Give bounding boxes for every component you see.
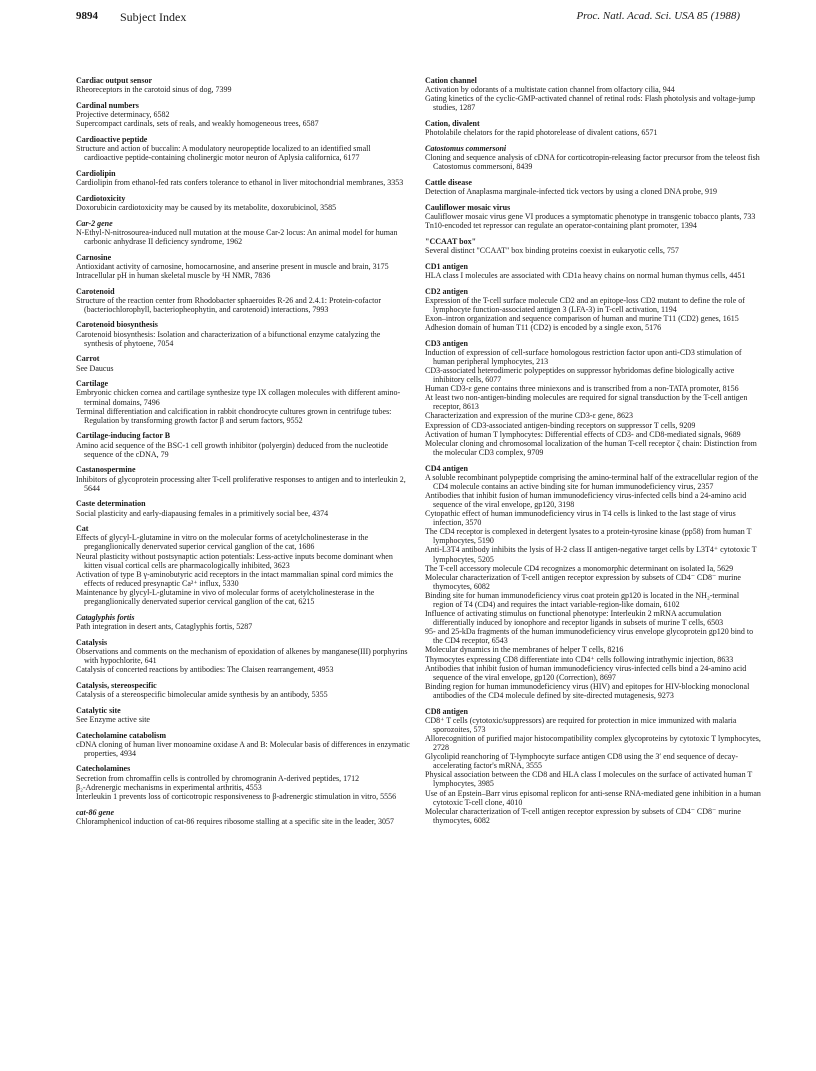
index-heading: CD8 antigen xyxy=(425,706,468,716)
index-item: Structure of the reaction center from Rhodobacter sphaeroides R-26 and 2.4.1: Protein-cofactor (bacteriochlorophyll, bacteriopheophytin, and carotenoid) interactions, 7993 xyxy=(76,295,382,314)
index-item: Cytopathic effect of human immunodeficiency virus in T4 cells is linked to the last stage of virus infection, 3570 xyxy=(425,509,736,528)
index-item: Catalysis of a stereospecific bimolecular amide synthesis by an antibody, 5355 xyxy=(76,689,328,699)
index-heading: Catalysis xyxy=(76,637,108,647)
index-item: Path integration in desert ants, Cataglyphis fortis, 5287 xyxy=(76,621,253,631)
index-heading: Catostomus commersoni xyxy=(425,143,507,153)
index-heading: Cartilage xyxy=(76,379,108,389)
index-entry xyxy=(425,707,761,825)
index-heading: "CCAAT box" xyxy=(425,236,477,246)
index-heading: Cataglyphis fortis xyxy=(76,612,135,622)
index-item: Molecular dynamics in the membranes of helper T cells, 8216 xyxy=(425,645,624,655)
index-item: Structure and action of buccalin: A modulatory neuropeptide localized to an identified small cardioactive peptide-containing cholinergic motor neuron of Aplysia californica, 6177 xyxy=(76,143,371,163)
index-item: Maintenance by glycyl-L-glutamine in vivo of molecular forms of acetylcholinesterase in the preganglionically denervated superior cervical ganglion of the cat, 6215 xyxy=(76,587,375,607)
index-entry xyxy=(76,613,410,631)
index-item: Gating kinetics of the cyclic-GMP-activated channel of retinal rods: Flash photolysis and voltage-jump studies, 1287 xyxy=(425,94,756,113)
index-heading: cat-86 gene xyxy=(76,807,114,817)
index-item: Anti-L3T4 antibody inhibits the lysis of H-2 class II antigen-negative target cells by L3T4⁺ cytotoxic T lymphocytes, 5205 xyxy=(425,545,757,564)
index-item: The T-cell accessory molecule CD4 recognizes a monomorphic determinant on isolated Ia, 5629 xyxy=(425,563,734,573)
index-heading: Catalysis, stereospecific xyxy=(76,680,157,690)
index-heading: Catecholamines xyxy=(76,764,131,774)
index-item: Expression of CD3-associated antigen-binding receptors on suppressor T cells, 9209 xyxy=(425,420,696,430)
index-item: Effects of glycyl-L-glutamine in vitro on the molecular forms of acetylcholinesterase in the preganglionically denervated superior cervical ganglion of the cat, 1686 xyxy=(76,533,369,552)
index-heading: Catecholamine catabolism xyxy=(76,730,166,740)
index-item: Interleukin 1 prevents loss of corticotropic responsiveness to β-adrenergic stimulation in vitro, 5556 xyxy=(76,791,397,801)
index-item: Catalysis of concerted reactions by antibodies: The Claisen rearrangement, 4953 xyxy=(76,664,334,674)
index-item: Molecular cloning and chromosomal localization of the human T-cell receptor ζ chain: Distinction from the molecular CD3 complex, 9709 xyxy=(425,438,757,457)
index-entry xyxy=(76,76,410,94)
index-entry xyxy=(76,808,410,826)
index-entry xyxy=(425,144,761,171)
index-item: Antioxidant activity of carnosine, homocarnosine, and anserine present in muscle and brain, 3175 xyxy=(76,261,389,271)
index-entry xyxy=(76,219,410,246)
index-entry xyxy=(425,262,761,280)
index-item: Antibodies that inhibit fusion of human immunodeficiency virus-infected cells bind a 24-amino acid sequence of the viral envelope, gp120 (Correction), 8697 xyxy=(425,663,747,682)
index-entry xyxy=(425,237,761,255)
index-item: Embryonic chicken cornea and cartilage synthesize type IX collagen molecules with different amino-terminal domains, 7496 xyxy=(76,388,401,407)
index-heading: Cauliflower mosaic virus xyxy=(425,202,511,212)
index-entry xyxy=(76,524,410,606)
index-heading: Catalytic site xyxy=(76,705,121,715)
index-item: Supercompact cardinals, sets of reals, and weakly homogeneous trees, 6587 xyxy=(76,119,319,129)
index-item: Terminal differentiation and calcification in rabbit chondrocyte cultures grown in centrifuge tubes: Regulation by transforming growth factor β and serum factors, 9552 xyxy=(76,406,392,425)
index-item: Detection of Anaplasma marginale-infected tick vectors by using a cloned DNA probe, 919 xyxy=(425,187,717,196)
index-heading: Car-2 gene xyxy=(76,218,113,228)
index-item: Social plasticity and early-diapausing females in a primitively social bee, 4374 xyxy=(76,508,329,518)
index-item: Influence of activating stimulus on functional phenotype: Interleukin 2 mRNA accumulation differentially induced by ionophore and receptor ligands in subsets of murine T cells, 6503 xyxy=(425,609,724,628)
index-item: HLA class I molecules are associated with CD1a heavy chains on normal human thymus cells, 4451 xyxy=(425,270,746,280)
index-entry xyxy=(425,464,761,700)
index-entry xyxy=(76,194,410,212)
index-item: β₂-Adrenergic mechanisms in experimental arthritis, 4553 xyxy=(76,782,262,792)
index-item: Binding site for human immunodeficiency virus coat protein gp120 is located in the NH₂-terminal region of T4 (CD4) and requires the intact variable-region-like domain, 6102 xyxy=(425,590,740,609)
index-item: Rheoreceptors in the carotoid sinus of dog, 7399 xyxy=(76,85,232,95)
index-entry xyxy=(76,320,410,347)
index-item: 95- and 25-kDa fragments of the human immunodeficiency virus envelope glycoprotein gp120 bind to the CD4 receptor, 6543 xyxy=(425,627,754,646)
index-heading: Carotenoid xyxy=(76,286,115,296)
index-entry xyxy=(76,135,410,162)
index-entry xyxy=(76,499,410,517)
page-header xyxy=(76,10,740,26)
index-item: Use of an Epstein–Barr virus episomal replicon for anti-sense RNA-mediated gene inhibition in a human cytotoxic T-cell clone, 4010 xyxy=(425,788,761,807)
index-item: Cardiolipin from ethanol-fed rats confers tolerance to ethanol in liver mitochondrial membranes, 3353 xyxy=(76,177,404,187)
index-item: Antibodies that inhibit fusion of human immunodeficiency virus-infected cells bind a 24-amino acid sequence of the viral envelope, gp120, 3198 xyxy=(425,490,747,509)
index-item: Expression of the T-cell surface molecule CD2 and an epitope-loss CD2 mutant to define the role of lymphocyte function-associated antigen 3 (LFA-3) in T-cell activation, 1194 xyxy=(425,295,745,314)
index-heading: Castanospermine xyxy=(76,465,136,475)
index-item: Tn10-encoded tet repressor can regulate an operator-containing plant promoter, 1394 xyxy=(425,220,697,230)
index-entry xyxy=(425,178,761,196)
index-item: Characterization and expression of the murine CD3-ε gene, 8623 xyxy=(425,411,633,421)
index-item: Several distinct "CCAAT" box binding proteins coexist in eukaryotic cells, 757 xyxy=(425,245,679,255)
index-entry xyxy=(76,101,410,128)
index-entry xyxy=(76,431,410,458)
index-item: Observations and comments on the mechanism of epoxidation of alkenes by manganese(III) porphyrins with hypochlorite, 641 xyxy=(76,646,408,665)
index-heading: Caste determination xyxy=(76,499,146,509)
index-item: Amino acid sequence of the BSC-1 cell growth inhibitor (polyergin) deduced from the nucleotide sequence of the cDNA, 79 xyxy=(76,440,388,459)
index-heading: Carotenoid biosynthesis xyxy=(76,320,158,330)
index-heading: CD4 antigen xyxy=(425,463,468,473)
index-item: Cauliflower mosaic virus gene VI produces a symptomatic phenotype in transgenic tobacco plants, 733 xyxy=(425,211,756,221)
index-entry xyxy=(76,706,410,724)
index-item: Molecular characterization of T-cell antigen receptor expression by subsets of CD4⁻ CD8⁻ murine thymocytes, 6082 xyxy=(425,806,741,825)
section-title: Subject Index xyxy=(120,10,187,24)
index-item: Carotenoid biosynthesis: Isolation and characterization of a bifunctional enzyme catalyzing the synthesis of phytoene, 7054 xyxy=(76,329,381,348)
index-item: The CD4 receptor is complexed in detergent lysates to a protein-tyrosine kinase (pp58) from human T lymphocytes, 5190 xyxy=(425,527,752,546)
index-item: Binding region for human immunodeficiency virus (HIV) and epitopes for HIV-blocking monoclonal antibodies of the CD4 molecule defined by site-directed mutagenesis, 9273 xyxy=(425,681,750,700)
index-item: N-Ethyl-N-nitrosourea-induced null mutation at the mouse Car-2 locus: An animal model for human carbonic anhydrase II deficiency syndrome, 1962 xyxy=(76,227,398,246)
index-item: Exon–intron organization and sequence comparison of human and murine T11 (CD2) genes, 1615 xyxy=(425,313,739,323)
index-entry xyxy=(76,379,410,424)
index-item: See Daucus xyxy=(76,363,114,373)
index-item: Projective determinacy, 6582 xyxy=(76,109,170,119)
index-entry xyxy=(76,287,410,314)
index-item: Molecular characterization of T-cell antigen receptor expression by subsets of CD4⁻ CD8⁻ murine thymocytes, 6082 xyxy=(425,572,741,591)
index-heading: CD3 antigen xyxy=(425,338,468,348)
index-entry xyxy=(425,119,761,137)
index-item: Human CD3-ε gene contains three miniexons and is transcribed from a non-TATA promoter, 8156 xyxy=(425,384,739,394)
index-heading: Carnosine xyxy=(76,252,112,262)
index-item: Physical association between the CD8 and HLA class I molecules on the surface of activated human T lymphocytes, 3985 xyxy=(425,770,753,789)
index-heading: Cation channel xyxy=(425,76,477,85)
index-item: Neural plasticity without postsynaptic action potentials: Less-active inputs become dominant when kitten visual cortical cells are pharmacologically inhibited, 3623 xyxy=(76,551,393,570)
index-heading: Carrot xyxy=(76,354,100,364)
index-heading: CD1 antigen xyxy=(425,261,468,271)
index-heading: CD2 antigen xyxy=(425,286,468,296)
index-entry xyxy=(76,681,410,699)
index-item: Inhibitors of glycoprotein processing alter T-cell proliferative responses to antigen and to interleukin 2, 5644 xyxy=(76,474,406,493)
index-entry xyxy=(76,731,410,758)
index-entry xyxy=(425,287,761,332)
index-heading: Cardiolipin xyxy=(76,168,116,178)
index-item: cDNA cloning of human liver monoamine oxidase A and B: Molecular basis of differences in enzymatic properties, 4934 xyxy=(76,739,410,758)
index-item: CD8⁺ T cells (cytotoxic/suppressors) are required for protection in mice immunized with malaria sporozoites, 573 xyxy=(425,715,737,734)
index-entry xyxy=(76,253,410,280)
index-heading: Cardioactive peptide xyxy=(76,134,148,144)
index-entry xyxy=(76,465,410,492)
index-heading: Cardinal numbers xyxy=(76,100,139,110)
index-item: Secretion from chromaffin cells is controlled by chromogranin A-derived peptides, 1712 xyxy=(76,773,360,783)
index-item: CD3-associated heterodimeric polypeptides on suppressor hybridomas define biologically active inhibitory cells, 6077 xyxy=(425,365,735,385)
left-column xyxy=(76,76,410,1061)
index-item: Doxorubicin cardiotoxicity may be caused by its metabolite, doxorubicinol, 3585 xyxy=(76,202,337,212)
index-item: Induction of expression of cell-surface homologous restriction factor upon anti-CD3 stimulation of human peripheral lymphocytes, 213 xyxy=(425,347,742,366)
index-item: A soluble recombinant polypeptide comprising the amino-terminal half of the extracellular region of the CD4 molecule contains an active binding site for human immunodeficiency virus, 2357 xyxy=(425,472,759,491)
index-item: Chloramphenicol induction of cat-86 requires ribosome stalling at a specific site in the leader, 3057 xyxy=(76,816,395,826)
index-item: Activation of human T lymphocytes: Differential effects of CD3- and CD8-mediated signals, 9689 xyxy=(425,429,741,439)
right-column xyxy=(425,76,761,1061)
index-item: Cloning and sequence analysis of cDNA for corticotropin-releasing factor precursor from the teleost fish Catostomus commersoni, 8439 xyxy=(425,153,760,172)
index-entry xyxy=(76,354,410,372)
index-entry xyxy=(76,169,410,187)
index-item: Glycolipid reanchoring of T-lymphocyte surface antigen CD8 using the 3′ end sequence of decay-accelerating factor's mRNA, 3555 xyxy=(425,752,738,771)
index-entry xyxy=(425,203,761,230)
index-item: Intracellular pH in human skeletal muscle by ¹H NMR, 7836 xyxy=(76,270,271,280)
page-number: 9894 xyxy=(76,10,98,22)
index-entry xyxy=(76,764,410,800)
index-heading: Cation, divalent xyxy=(425,119,480,129)
index-item: Activation by odorants of a multistate cation channel from olfactory cilia, 944 xyxy=(425,85,675,95)
index-heading: Cardiac output sensor xyxy=(76,76,153,85)
index-entry xyxy=(425,76,761,112)
index-item: Photolabile chelators for the rapid photorelease of divalent cations, 6571 xyxy=(425,128,658,138)
index-item: Thymocytes expressing CD8 differentiate into CD4⁺ cells following intrathymic injection, 8633 xyxy=(425,654,734,664)
index-item: Activation of type B γ-aminobutyric acid receptors in the intact mammalian spinal cord mimics the effects of reduced presynaptic Ca²⁺ influx, 5330 xyxy=(76,569,394,588)
index-heading: Cattle disease xyxy=(425,177,472,187)
index-item: At least two non-antigen-binding molecules are required for signal transduction by the T-cell antigen receptor, 8613 xyxy=(425,393,748,412)
index-heading: Cardiotoxicity xyxy=(76,193,126,203)
index-entry xyxy=(76,638,410,674)
index-item: Allorecognition of purified major histocompatibility complex glycoproteins by cytotoxic T lymphocytes, 2728 xyxy=(425,733,761,753)
index-item: See Enzyme active site xyxy=(76,714,150,724)
index-heading: Cat xyxy=(76,524,89,534)
index-item: Adhesion domain of human T11 (CD2) is encoded by a single exon, 5176 xyxy=(425,322,662,332)
index-heading: Cartilage-inducing factor B xyxy=(76,431,171,441)
journal-citation: Proc. Natl. Acad. Sci. USA 85 (1988) xyxy=(576,10,740,22)
index-entry xyxy=(425,339,761,457)
